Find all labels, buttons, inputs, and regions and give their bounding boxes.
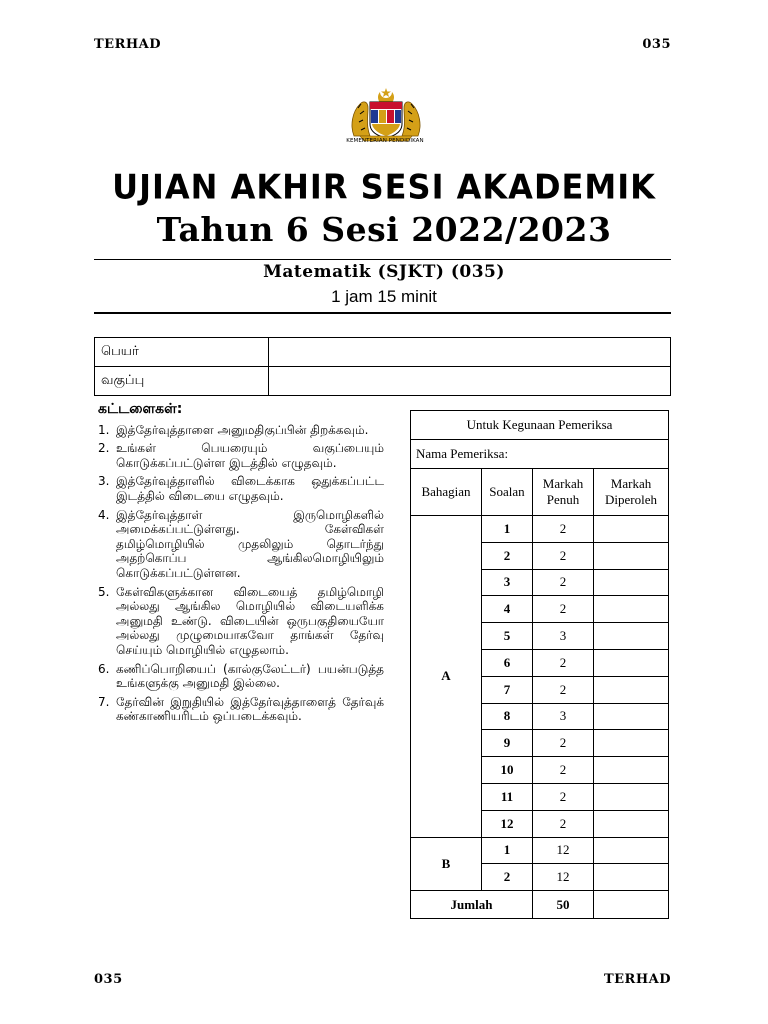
name-field[interactable] (269, 338, 671, 367)
question-number: 3 (482, 569, 533, 596)
obtained-marks-cell[interactable] (594, 676, 669, 703)
class-field[interactable] (269, 367, 671, 396)
title-divider (94, 259, 671, 260)
full-marks-cell: 2 (533, 649, 594, 676)
instruction-text: இத்தேர்வுத்தாள் இருமொழிகளில் அமைக்கப்பட்டுள்ளது. கேள்விகள் தமிழ்மொழியில் முதலிலும் தொடர்ந்து அதற்கொப்ப ஆங்கிலமொழியிலும் கொடுக்கப்பட்டுள்ளன. (116, 507, 384, 580)
table-row (411, 837, 669, 864)
instruction-item (98, 441, 384, 470)
student-id-table (94, 337, 671, 396)
crest-caption: KEMENTERIAN PENDIDIKAN (346, 138, 424, 144)
header-paper-code: 035 (642, 37, 671, 52)
full-marks-cell: 2 (533, 757, 594, 784)
full-marks-cell: 2 (533, 516, 594, 543)
obtained-marks-cell[interactable] (594, 730, 669, 757)
full-marks-cell: 3 (533, 623, 594, 650)
question-number: 2 (482, 864, 533, 891)
name-label: பெயர் (95, 338, 269, 367)
col-header-obtained-line2: Diperoleh (605, 492, 657, 507)
instruction-text: கேள்விகளுக்கான விடையைத் தமிழ்மொழி அல்லது ஆங்கில மொழியில் விடையளிக்க அனுமதி உண்டு. விடையின் ஒருபகுதியையோ அல்லது முழுமையாகவோ தாங்கள் தேர்வு செய்யும் மொழியில் எழுதலாம். (116, 584, 384, 657)
header-classification: TERHAD (94, 37, 162, 52)
section-a-label: A (411, 516, 482, 838)
obtained-marks-cell[interactable] (594, 864, 669, 891)
instruction-number: 5. (98, 584, 110, 599)
total-label: Jumlah (411, 891, 533, 919)
question-number: 1 (482, 516, 533, 543)
name-row (95, 338, 671, 367)
obtained-marks-cell[interactable] (594, 810, 669, 837)
question-number: 11 (482, 783, 533, 810)
question-number: 9 (482, 730, 533, 757)
total-full-marks: 50 (533, 891, 594, 919)
obtained-marks-cell[interactable] (594, 516, 669, 543)
full-marks-cell: 2 (533, 730, 594, 757)
instruction-text: இத்தேர்வுத்தாளை அனுமதிகுப்பின் திறக்கவும். (116, 422, 369, 437)
obtained-marks-cell[interactable] (594, 542, 669, 569)
question-number: 6 (482, 649, 533, 676)
examiner-use-header: Untuk Kegunaan Pemeriksa (411, 411, 669, 440)
instructions-title: கட்டளைகள்: (98, 401, 183, 417)
footer-paper-code: 035 (94, 972, 123, 987)
instruction-text: கணிப்பொறியைப் (கால்குலேட்டர்) பயன்படுத்த உங்களுக்கு அனுமதி இல்லை. (116, 661, 384, 691)
obtained-marks-cell[interactable] (594, 837, 669, 864)
instructions-section (98, 402, 384, 728)
question-number: 1 (482, 837, 533, 864)
question-number: 2 (482, 542, 533, 569)
question-number: 4 (482, 596, 533, 623)
full-marks-cell: 2 (533, 596, 594, 623)
obtained-marks-cell[interactable] (594, 569, 669, 596)
instruction-item (98, 423, 384, 438)
exam-duration: 1 jam 15 minit (331, 287, 437, 306)
instruction-number: 6. (98, 661, 110, 676)
full-marks-cell: 2 (533, 542, 594, 569)
col-header-obtained-line1: Markah (610, 476, 652, 491)
instruction-item (98, 474, 384, 503)
instruction-item (98, 695, 384, 724)
total-obtained-marks[interactable] (594, 891, 669, 919)
class-label: வகுப்பு (95, 367, 269, 396)
question-number: 12 (482, 810, 533, 837)
obtained-marks-cell[interactable] (594, 623, 669, 650)
obtained-marks-cell[interactable] (594, 649, 669, 676)
total-row (411, 891, 669, 919)
subject-name: Matematik (SJKT) (035) (263, 262, 505, 282)
exam-year-session: Tahun 6 Sesi 2022/2023 (156, 210, 612, 249)
col-header-full-marks-line2: Penuh (546, 492, 580, 507)
instruction-item (98, 508, 384, 581)
instruction-text: உங்கள் பெயரையும் வகுப்பையும் கொடுக்கப்பட்டுள்ள இடத்தில் எழுதவும். (116, 441, 384, 470)
full-marks-cell: 3 (533, 703, 594, 730)
instruction-number: 2. (98, 441, 110, 456)
examiner-marks-table (410, 410, 669, 919)
full-marks-cell: 2 (533, 676, 594, 703)
obtained-marks-cell[interactable] (594, 783, 669, 810)
full-marks-cell: 2 (533, 810, 594, 837)
col-header-question: Soalan (482, 469, 533, 516)
col-header-full-marks (533, 469, 594, 516)
question-number: 5 (482, 623, 533, 650)
examiner-name-row (411, 440, 669, 469)
class-row (95, 367, 671, 396)
full-marks-cell: 2 (533, 569, 594, 596)
instruction-number: 7. (98, 694, 110, 709)
col-header-section: Bahagian (411, 469, 482, 516)
full-marks-cell: 12 (533, 864, 594, 891)
column-headers-row (411, 469, 669, 516)
question-number: 8 (482, 703, 533, 730)
instruction-number: 1. (98, 422, 110, 437)
footer-classification: TERHAD (603, 972, 671, 987)
instruction-item (98, 585, 384, 658)
question-number: 7 (482, 676, 533, 703)
instruction-text: இத்தேர்வுத்தாளில் விடைக்காக ஒதுக்கப்பட்ட இடத்தில் விடையை எழுதவும். (116, 474, 384, 503)
instructions-list (98, 423, 384, 724)
instruction-number: 3. (98, 474, 110, 489)
col-header-full-marks-line1: Markah (542, 476, 584, 491)
obtained-marks-cell[interactable] (594, 757, 669, 784)
section-b-label: B (411, 837, 482, 891)
col-header-marks-obtained (594, 469, 669, 516)
full-marks-cell: 12 (533, 837, 594, 864)
subject-divider (94, 312, 671, 314)
table-row (411, 516, 669, 543)
instruction-item (98, 662, 384, 691)
question-number: 10 (482, 757, 533, 784)
examiner-name-label[interactable]: Nama Pemeriksa: (411, 440, 669, 469)
instruction-text: தேர்வின் இறுதியில் இத்தேர்வுத்தாளைத் தேர்வுக் கண்காணியரிடம் ஒப்படைக்கவும். (116, 694, 384, 724)
obtained-marks-cell[interactable] (594, 596, 669, 623)
full-marks-cell: 2 (533, 783, 594, 810)
exam-title: UJIAN AKHIR SESI AKADEMIK (112, 167, 656, 207)
marks-table-header-row (411, 411, 669, 440)
obtained-marks-cell[interactable] (594, 703, 669, 730)
instruction-number: 4. (98, 507, 110, 522)
